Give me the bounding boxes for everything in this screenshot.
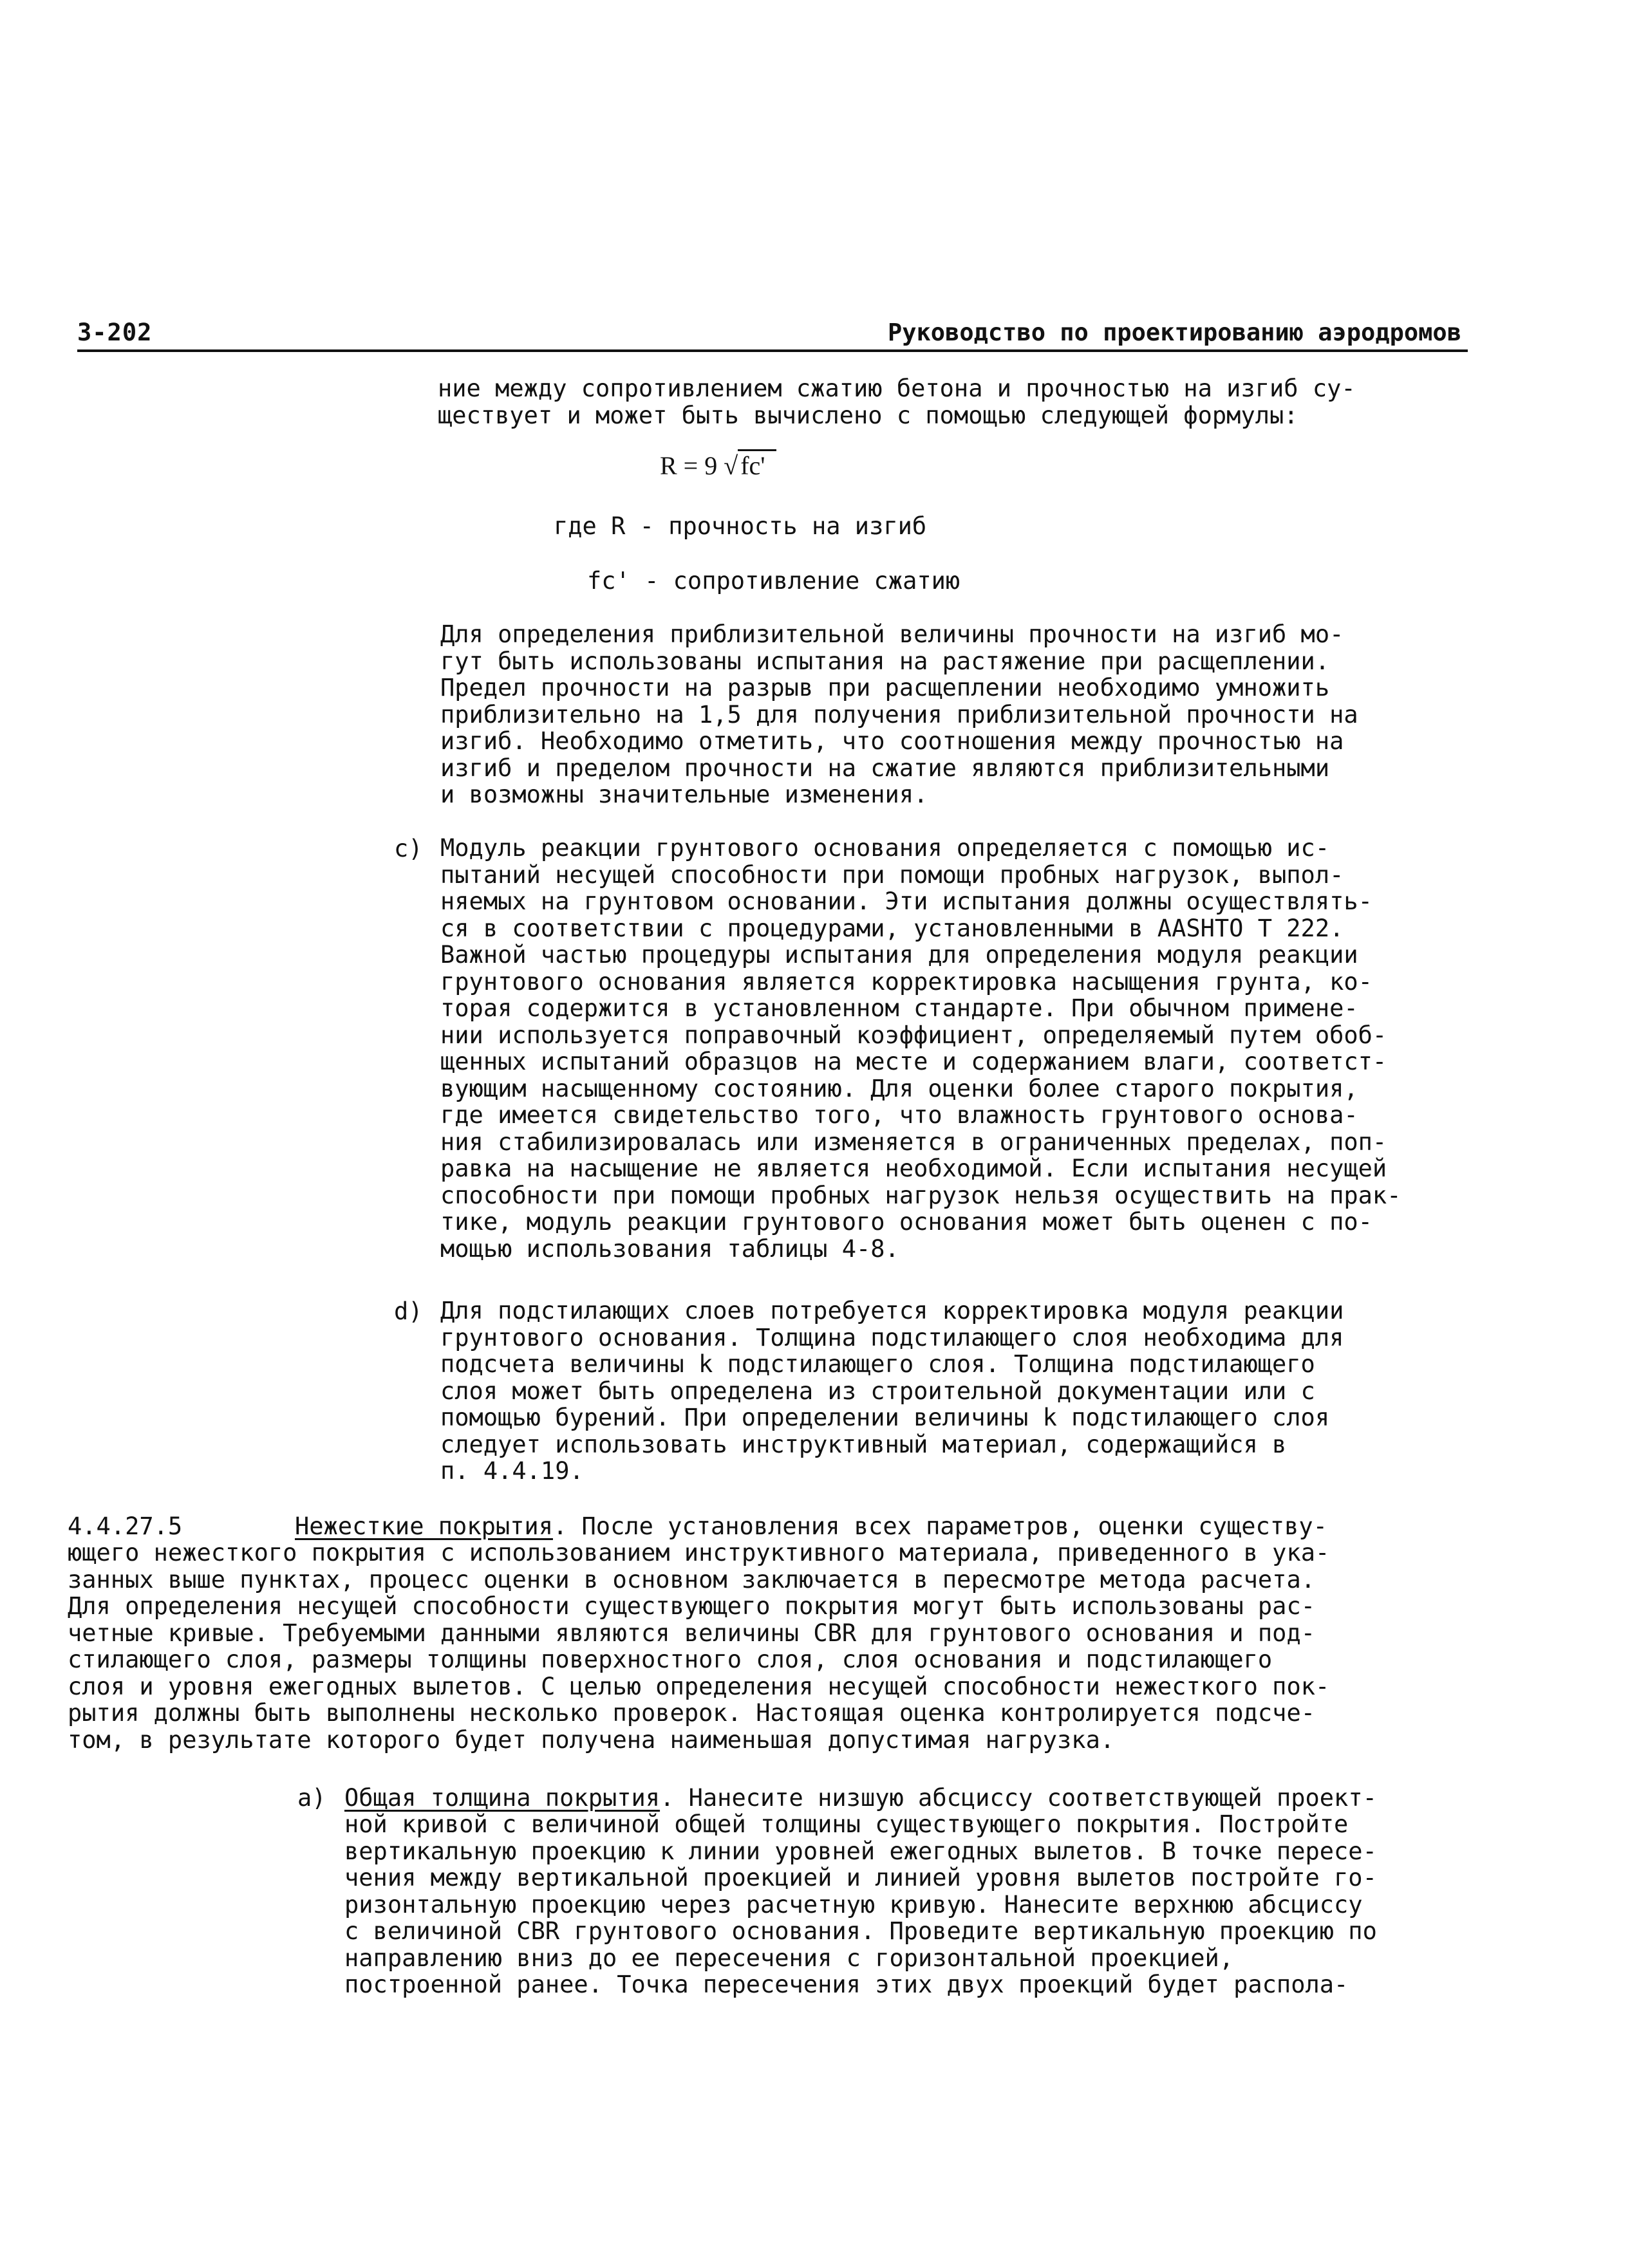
running-title: Руководство по проектированию аэродромов [887, 319, 1461, 346]
where-line-2: fc' - сопротивление сжатию [587, 567, 960, 595]
page-header [77, 319, 1468, 351]
formula-lhs: R = 9 [660, 451, 724, 480]
item-d-text: Для подстилающих слоев потребуется корректировка модуля реакции грунтового основания. Толщина подстилающего слоя необходима для подсчета величины k подстилающего слоя. Толщина подстилающего слоя может быть определена из строительной документации или с помощью бурений. При определении величины k подстилающего слоя следует использовать инструктивный материал, содержащийся в п. 4.4.19. [440, 1297, 1344, 1485]
section-paragraph: ющего нежесткого покрытия с использованием инструктивного материала, приведенного в ука- занных выше пунктах, процесс оценки в основном заключается в пересмотре метода расчета. Для определения несущей способности существующего покрытия могут быть использованы рас- четные кривые. Требуемыми данными являются величины CBR для грунтового основания и под- стилающего слоя, размеры толщины поверхностного слоя, слоя основания и подстилающего слоя и уровня ежегодных вылетов. С целью определения несущей способности нежесткого пок- рытия должны быть выполнены несколько проверок. Настоящая оценка контролируется подсче- том, в результате которого будет получена наименьшая допустимая нагрузка. [68, 1539, 1330, 1754]
intro-paragraph: ние между сопротивлением сжатию бетона и прочностью на изгиб су- ществует и может быть вычислено с помощью следующей формулы: [438, 375, 1356, 429]
item-c-label: c) [394, 835, 423, 862]
item-a-first-line [344, 1784, 1377, 1812]
split-test-paragraph: Для определения приблизительной величины прочности на изгиб мо- гут быть использованы испытания на растяжение при расщеплении. Предел прочности на разрыв при расщеплении необходимо умножить приблизительно на 1,5 для получения приблизительной прочности на изгиб. Необходимо отметить, что соотношения между прочностью на изгиб и пределом прочности на сжатие являются приблизительными и возможны значительные изменения. [440, 620, 1358, 808]
section-number: 4.4.27.5 [68, 1512, 183, 1540]
formula: R = 9 √ fc' [660, 451, 776, 481]
item-a-title: Общая толщина покрытия [344, 1784, 660, 1812]
header-rule [77, 349, 1468, 352]
page-number: 3-202 [77, 319, 153, 346]
item-a-label: a) [297, 1784, 326, 1812]
item-d-label: d) [394, 1297, 423, 1325]
item-c-text: Модуль реакции грунтового основания определяется с помощью ис- пытаний несущей способности при помощи пробных нагрузок, выпол- няемых на грунтовом основании. Эти испытания должны осуществлять- ся в соответствии с процедурами, установленными в AASHTO T 222. Важной частью процедуры испытания для определения модуля реакции грунтового основания является корректировка насыщения грунта, ко- торая содержится в установленном стандарте. При обычном примене- нии используется поправочный коэффициент, определяемый путем обоб- щенных испытаний образцов на месте и содержанием влаги, соответст- вующим насыщенному состоянию. Для оценки более старого покрытия, где имеется свидетельство того, что влажность грунтового основа- ния стабилизировалась или изменяется в ограниченных пределах, поп- равка на насыщение не является необходимой. Если испытания несущей способности при помощи пробных нагрузок нельзя осуществить на прак- тике, модуль реакции грунтового основания может быть оценен с по- мощью использования таблицы 4-8. [440, 834, 1401, 1263]
item-a-text: ной кривой с величиной общей толщины существующего покрытия. Постройте вертикальную проекцию к линии уровней ежегодных вылетов. В точке пересе- чения между вертикальной проекцией и линией уровня вылетов постройте го- ризонтальную проекцию через расчетную кривую. Нанесите верхнюю абсциссу с величиной CBR грунтового основания. Проведите вертикальную проекцию по направлению вниз до ее пересечения с горизонтальной проекцией, построенной ранее. Точка пересечения этих двух проекций будет распола- [344, 1810, 1377, 1998]
section-first-line-rest: . После установления всех параметров, оценки существу- [552, 1512, 1327, 1540]
item-a-first-line-rest: . Нанесите низшую абсциссу соответствующей проект- [660, 1784, 1377, 1812]
where-line-1: где R - прочность на изгиб [554, 512, 927, 540]
section-title: Нежесткие покрытия [295, 1512, 553, 1540]
formula-radicand: fc' [738, 449, 776, 480]
section-first-line [295, 1512, 1327, 1540]
